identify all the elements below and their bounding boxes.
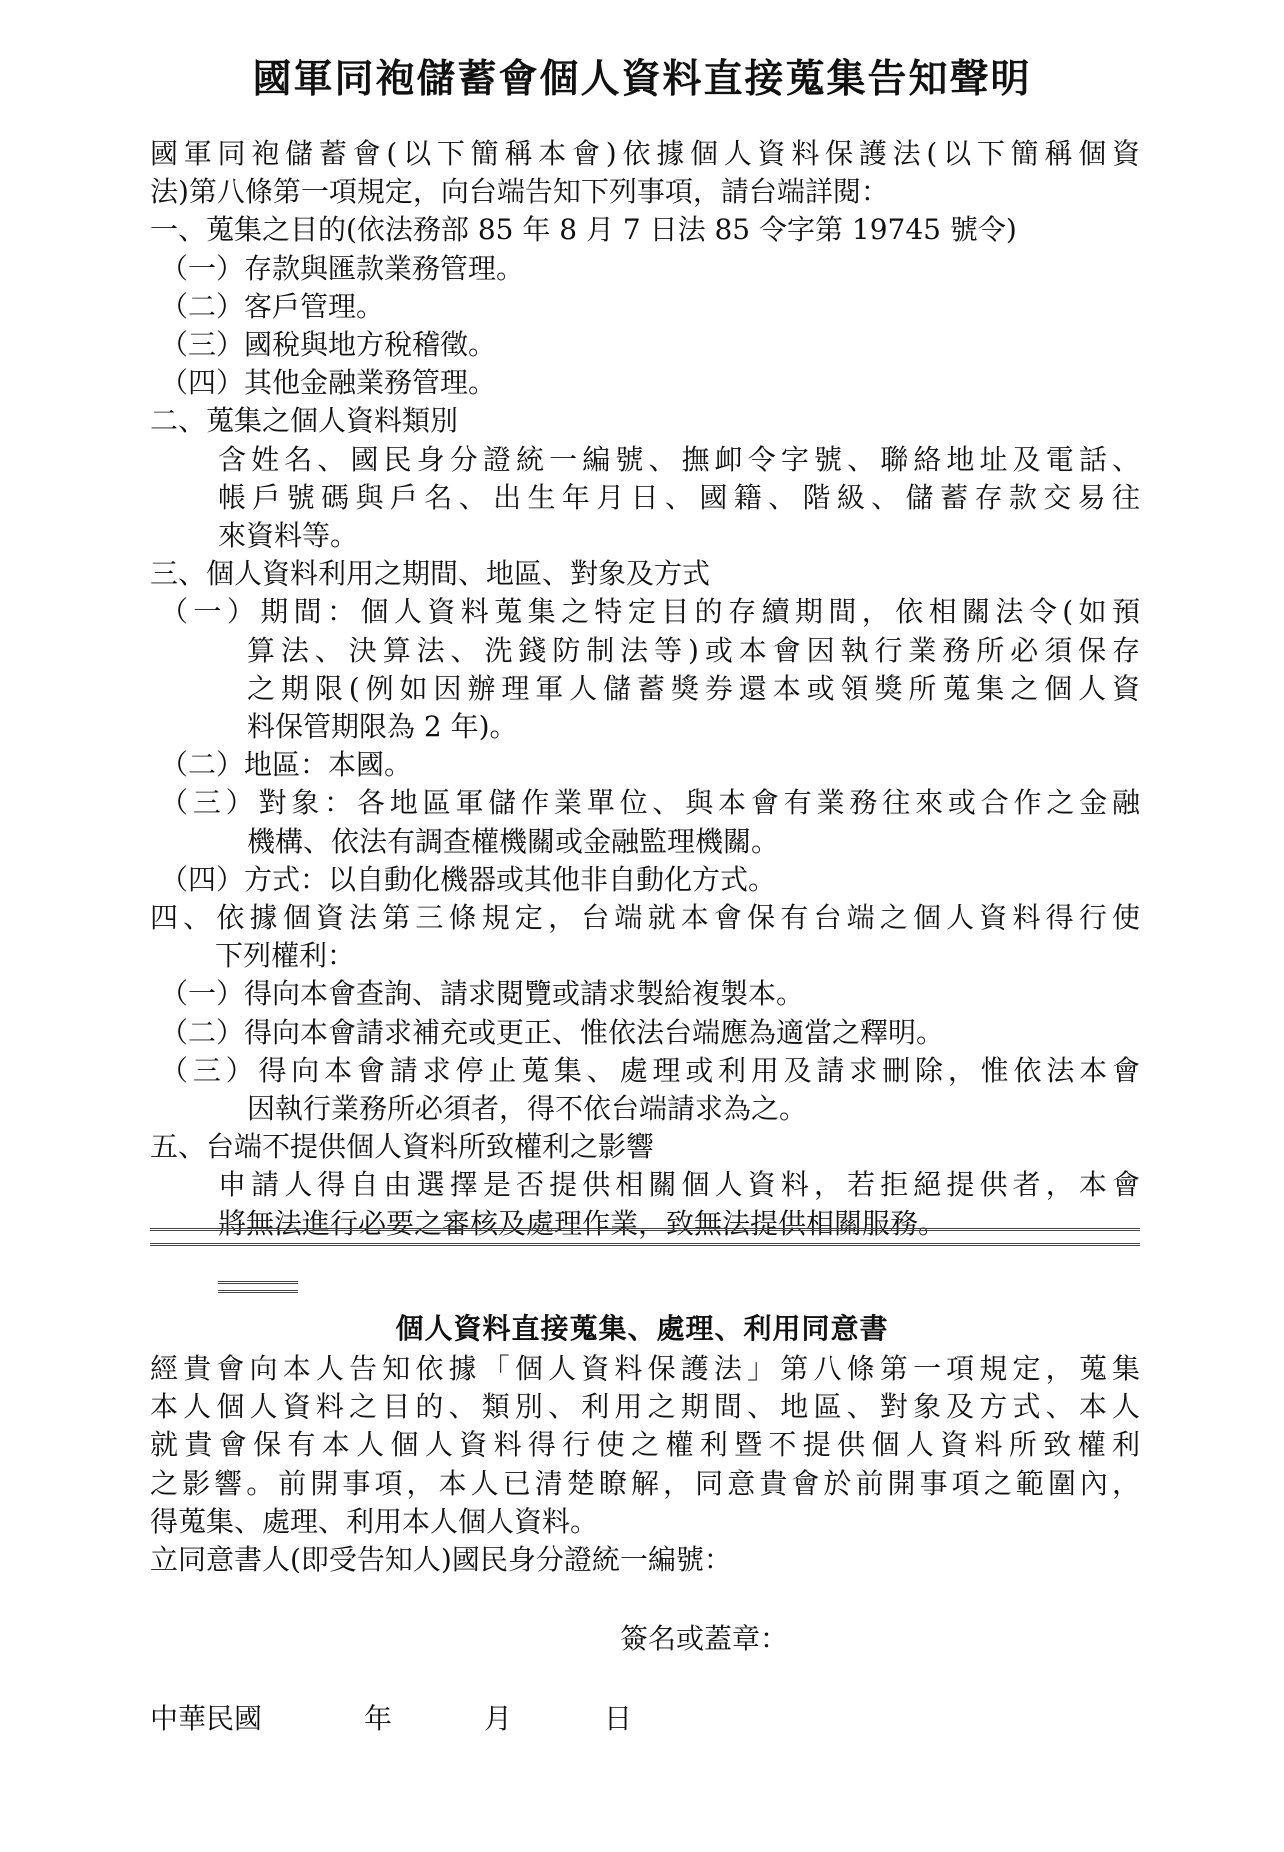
document-title: 國軍同袍儲蓄會個人資料直接蒐集告知聲明 (252, 57, 1032, 102)
section4-heading-line-1: 四、依據個資法第三條規定，台端就本會保有台端之個人資料得行使 (150, 901, 1140, 935)
section1-item-3: （三）國稅與地方稅稽徵。 (160, 328, 497, 362)
id-number-label: 立同意書人(即受告知人)國民身分證統一編號： (150, 1543, 732, 1577)
section3-item3-line-1: （三）對象：各地區軍儲作業單位、與本會有業務往來或合作之金融 (160, 786, 1140, 820)
consent-line-5: 得蒐集、處理、利用本人個人資料。 (150, 1504, 599, 1538)
section4-heading-line-2: 下列權利： (215, 939, 356, 973)
section5-line-1: 申請人得自由選擇是否提供相關個人資料，若拒絕提供者，本會 (218, 1168, 1140, 1202)
consent-title: 個人資料直接蒐集、處理、利用同意書 (395, 1312, 889, 1345)
section4-item-2: （二）得向本會請求補充或更正、惟依法台端應為適當之釋明。 (160, 1015, 945, 1049)
section3-item1-line-1: （一）期間：個人資料蒐集之特定目的存續期間，依相關法令(如預 (160, 595, 1140, 629)
consent-line-1: 經貴會向本人告知依據「個人資料保護法」第八條第一項規定，蒐集 (150, 1352, 1140, 1385)
section3-item3-line-2: 機構、依法有調查權機關或金融監理機關。 (247, 824, 780, 858)
section1-item-4: （四）其他金融業務管理。 (160, 366, 497, 400)
intro-line-2: 法)第八條第一項規定，向台端告知下列事項，請台端詳閱： (150, 175, 889, 209)
section2-heading: 二、蒐集之個人資料類別 (150, 404, 459, 438)
intro-line-1: 國軍同袍儲蓄會(以下簡稱本會)依據個人資料保護法(以下簡稱個資 (150, 137, 1140, 170)
date-year-label: 年 (364, 1702, 393, 1735)
section5-line-2: 將無法進行必要之審核及處理作業，致無法提供相關服務。 (218, 1206, 947, 1240)
date-day-label: 日 (604, 1702, 633, 1735)
section3-item2: （二）地區：本國。 (160, 748, 413, 782)
section3-item1-line-4: 料保管期限為 2 年)。 (247, 710, 518, 744)
consent-line-3: 就貴會保有本人個人資料得行使之權利暨不提供個人資料所致權利 (150, 1428, 1140, 1462)
consent-body (150, 1350, 1140, 1579)
section4-item3-line-1: （三）得向本會請求停止蒐集、處理或利用及請求刪除，惟依法本會 (160, 1053, 1140, 1087)
section3-item1-line-3: 之期限(例如因辦理軍人儲蓄獎券還本或領獎所蒐集之個人資 (247, 671, 1140, 705)
consent-line-4: 之影響。前開事項，本人已清楚瞭解，同意貴會於前開事項之範圍內， (150, 1466, 1140, 1500)
consent-line-2: 本人個人資料之目的、類別、利用之期間、地區、對象及方式、本人 (150, 1390, 1140, 1424)
notice-body (150, 135, 1140, 1243)
section1-item-2: （二）客戶管理。 (160, 289, 385, 323)
section3-item4: （四）方式：以自動化機器或其他非自動化方式。 (160, 862, 777, 896)
signature-label: 簽名或蓋章： (620, 1622, 789, 1655)
section4-item3-line-2: 因執行業務所必須者，得不依台端請求為之。 (247, 1092, 808, 1126)
section1-item-1: （一）存款與匯款業務管理。 (160, 251, 525, 285)
double-rule-divider (150, 1228, 1140, 1246)
section1-heading: 一、蒐集之目的(依法務部 85 年 8 月 7 日法 85 令字第 19745 號令) (150, 213, 1017, 247)
section3-item1-line-2: 算法、決算法、洗錢防制法等)或本會因執行業務所必須保存 (247, 633, 1140, 667)
section4-item-1: （一）得向本會查詢、請求閱覽或請求製給複製本。 (160, 977, 805, 1011)
section2-line-3: 來資料等。 (218, 519, 359, 553)
section2-line-2: 帳戶號碼與戶名、出生年月日、國籍、階級、儲蓄存款交易往 (218, 480, 1140, 514)
date-month-label: 月 (484, 1702, 513, 1735)
section3-heading: 三、個人資料利用之期間、地區、對象及方式 (150, 557, 711, 591)
section2-line-1: 含姓名、國民身分證統一編號、撫卹令字號、聯絡地址及電話、 (218, 442, 1140, 476)
double-rule-divider-tail (218, 1281, 298, 1293)
date-era-label: 中華民國 (150, 1702, 263, 1735)
section5-heading: 五、台端不提供個人資料所致權利之影響 (150, 1130, 655, 1164)
